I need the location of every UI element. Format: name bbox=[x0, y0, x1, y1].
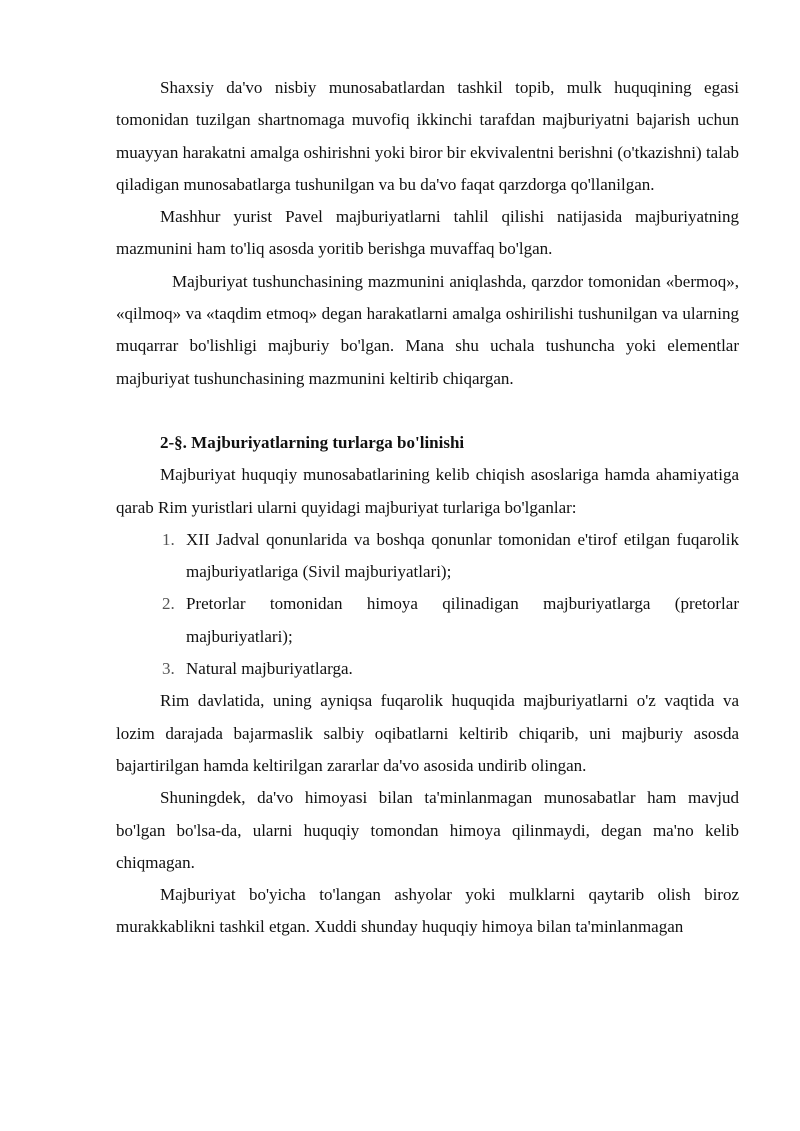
document-page bbox=[116, 72, 739, 944]
paragraph: Shaxsiy da'vo nisbiy munosabatlardan tashkil topib, mulk huquqining egasi tomonidan tuzilgan shartnomaga muvofiq ikkinchi tarafdan majburiyatni bajarish uchun muayyan harakatni amalga oshirishni yoki biror bir ekvivalentni berishni (o'tkazishni) talab qiladigan munosabatlarga tushunilgan va bu da'vo faqat qarzdorga qo'llanilgan. bbox=[116, 78, 739, 194]
numbered-list bbox=[116, 524, 739, 685]
blank-line bbox=[116, 395, 739, 427]
list-item bbox=[116, 653, 739, 685]
section-heading: 2-§. Majburiyatlarning turlarga bo'linishi bbox=[160, 432, 465, 452]
list-number: 1. bbox=[162, 529, 175, 549]
list-item-text: Pretorlar tomonidan himoya qilinadigan majburiyatlarga (pretorlar majburiyatlari); bbox=[186, 594, 739, 646]
paragraph: Majburiyat bo'yicha to'langan ashyolar yoki mulklarni qaytarib olish biroz murakkablikni tashkil etgan. Xuddi shunday huquqiy himoya bilan ta'minlanmagan bbox=[116, 885, 739, 937]
list-item bbox=[116, 524, 739, 589]
paragraph: Majburiyat huquqiy munosabatlarining kelib chiqish asoslariga hamda ahamiyatiga qarab Rim yuristlari ularni quyidagi majburiyat turlariga bo'lganlar: bbox=[116, 465, 739, 517]
list-item bbox=[116, 588, 739, 653]
list-number: 3. bbox=[162, 659, 175, 679]
paragraph: Majburiyat tushunchasining mazmunini aniqlashda, qarzdor tomonidan «bermoq», «qilmoq» va «taqdim etmoq» degan harakatlarni amalga oshirilishi tushunilgan va ularning muqarrar bo'lishligi majburiy bo'lgan. Mana shu uchala tushuncha yoki elementlar majburiyat tushunchasining mazmunini keltirib chiqargan. bbox=[116, 271, 739, 388]
list-item-text: XII Jadval qonunlarida va boshqa qonunlar tomonidan e'tirof etilgan fuqarolik majburiyatlariga (Sivil majburiyatlari); bbox=[186, 529, 739, 582]
paragraph: Shuningdek, da'vo himoyasi bilan ta'minlanmagan munosabatlar ham mavjud bo'lgan bo'lsa-da, ularni huquqiy tomondan himoya qilinmaydi, degan ma'no kelib chiqmagan. bbox=[116, 788, 739, 872]
paragraph: Mashhur yurist Pavel majburiyatlarni tahlil qilishi natijasida majburiyatning mazmunini ham to'liq asosda yoritib berishga muvaffaq bo'lgan. bbox=[116, 207, 739, 259]
list-item-text: Natural majburiyatlarga. bbox=[186, 659, 353, 679]
paragraph: Rim davlatida, uning ayniqsa fuqarolik huquqida majburiyatlarni o'z vaqtida va lozim darajada bajarmaslik salbiy oqibatlarni keltirib chiqarib, uni majburiy asosda bajartirilgan hamda keltirilgan zararlar da'vo asosida undirib olingan. bbox=[116, 691, 739, 775]
list-number: 2. bbox=[162, 594, 175, 614]
